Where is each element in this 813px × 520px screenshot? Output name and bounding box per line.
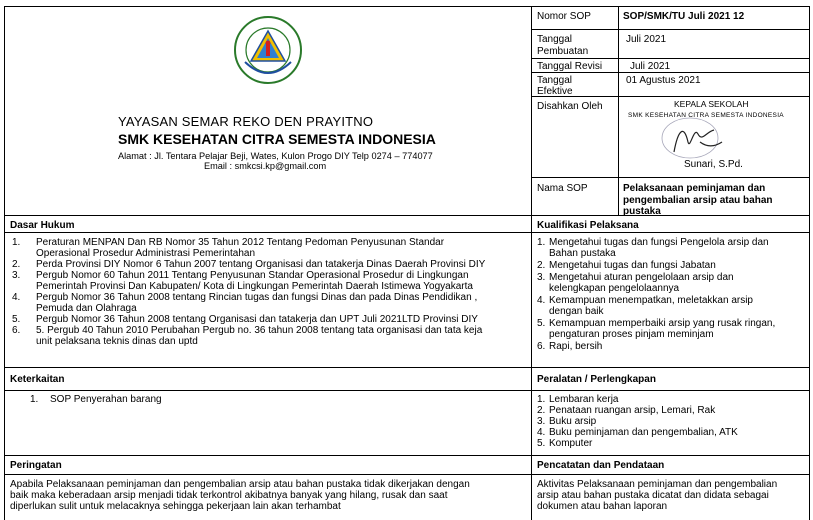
list-text: 5. Pergub 40 Tahun 2010 Perubahan Pergub no. 36 tahun 2008 tentang tata organisasi dan tata keja [36, 325, 483, 336]
list-item [537, 306, 775, 317]
list-text: Komputer [549, 438, 593, 449]
signature-stamp [650, 112, 740, 164]
pencatatan-title: Pencatatan dan Pendataan [537, 460, 665, 471]
tanggal-efektive-label: Tanggal [537, 75, 573, 86]
school-email: Email : smkcsi.kp@gmail.com [204, 161, 327, 171]
list-text: pengaturan proses pinjam meminjam [549, 329, 714, 340]
list-number: 6. [12, 325, 21, 336]
list-text: unit pelaksana teknis dinas dan uptd [36, 336, 198, 347]
dasar-hukum-list [12, 237, 485, 347]
list-text: Kemampuan menempatkan, meletakkan arsip [549, 295, 753, 306]
foundation-name: YAYASAN SEMAR REKO DEN PRAYITNO [118, 114, 374, 129]
peralatan-title: Peralatan / Perlengkapan [537, 374, 656, 385]
list-item [537, 272, 775, 283]
list-item [12, 259, 485, 270]
list-item [12, 325, 485, 336]
list-item [537, 416, 738, 427]
list-item [537, 405, 738, 416]
list-text: Buku arsip [549, 416, 597, 427]
kepala-sekolah-name: Sunari, S.Pd. [684, 159, 743, 170]
pencatatan-line: dokumen atau bahan laporan [537, 501, 668, 512]
list-number: 4. [12, 292, 21, 303]
disahkan-oleh-label: Disahkan Oleh [537, 101, 603, 112]
list-number: 5. [537, 438, 546, 449]
list-item [30, 394, 162, 405]
list-item [537, 341, 775, 352]
list-text: Lembaran kerja [549, 394, 619, 405]
list-text: Peraturan MENPAN Dan RB Nomor 35 Tahun 2012 Tentang Pedoman Penyusunan Standar [36, 237, 445, 248]
list-text: Pemuda dan Olahraga [36, 303, 137, 314]
list-item [12, 314, 485, 325]
list-text: SOP Penyerahan barang [50, 394, 162, 405]
tanggal-revisi-value: Juli 2021 [630, 61, 671, 72]
kepala-sekolah-title: KEPALA SEKOLAH [674, 99, 749, 109]
list-number: 5. [537, 318, 546, 329]
list-number: 4. [537, 427, 546, 438]
list-item [537, 237, 775, 248]
nomor-sop-value: SOP/SMK/TU Juli 2021 12 [623, 11, 745, 22]
nomor-sop-label: Nomor SOP [537, 11, 591, 22]
list-text: Penataan ruangan arsip, Lemari, Rak [549, 405, 716, 416]
pencatatan-text [537, 479, 805, 520]
list-text: Pergub Nomor 36 Tahun 2008 tentang Organisasi dan tatakerja dan UPT Juli 2021LTD Provinsi DIY [36, 314, 478, 325]
list-text: Pergub Nomor 36 Tahun 2008 tentang Rincian tugas dan fungsi Dinas dan pada Dinas Pendidikan , [36, 292, 478, 303]
list-number: 3. [537, 272, 546, 283]
keterkaitan-list [30, 394, 162, 405]
list-text: Mengetahui aturan pengelolaan arsip dan [549, 272, 734, 283]
list-number: 1. [537, 394, 546, 405]
list-number: 4. [537, 295, 546, 306]
kualifikasi-list [537, 237, 775, 352]
tanggal-pembuatan-label-2: Pembuatan [537, 46, 589, 57]
peringatan-line: Apabila Pelaksanaan peminjaman dan pengembalian arsip atau bahan pustaka tidak dikerjakan dengan [10, 479, 470, 490]
list-text: Operasional Prosedur Administrasi Pemerintahan [36, 248, 255, 259]
list-number: 3. [537, 416, 546, 427]
list-text: Perda Provinsi DIY Nomor 6 Tahun 2007 tentang Organisasi dan tatakerja Dinas Daerah Provinsi DIY [36, 259, 486, 270]
list-item [12, 336, 485, 347]
list-item [537, 329, 775, 340]
list-text: kelengkapan pengelolaannya [549, 283, 680, 294]
list-item [12, 303, 485, 314]
pencatatan-line: arsip atau bahan pustaka dicatat dan didata sebagai [537, 490, 769, 501]
list-number: 2. [537, 260, 546, 271]
tanggal-revisi-label: Tanggal Revisi [537, 61, 603, 72]
list-item [12, 270, 485, 281]
tanggal-efektive-value: 01 Agustus 2021 [626, 75, 701, 86]
pencatatan-line: Aktivitas Pelaksanaan peminjaman dan pengembalian [537, 479, 778, 490]
list-number: 1. [30, 394, 39, 405]
list-item [12, 292, 485, 303]
school-logo [233, 14, 303, 86]
nama-sop-value-line-3: pustaka [623, 206, 661, 217]
list-number: 1. [537, 237, 546, 248]
list-number: 5. [12, 314, 21, 325]
peralatan-list [537, 394, 738, 449]
school-address: Alamat : Jl. Tentara Pelajar Beji, Wates, Kulon Progo DIY Telp 0274 – 774077 [118, 151, 433, 161]
list-text: Pemerintah Provinsi Dan Kabupaten/ Kota di Lingkungan Pemerintah Daerah Istimewa Yogyakarta [36, 281, 473, 292]
list-text: Bahan pustaka [549, 248, 616, 259]
peringatan-text [10, 479, 528, 520]
list-text: Mengetahui tugas dan fungsi Pengelola arsip dan [549, 237, 769, 248]
list-number: 6. [537, 341, 546, 352]
list-number: 2. [537, 405, 546, 416]
list-text: Mengetahui tugas dan fungsi Jabatan [549, 260, 716, 271]
list-number: 2. [12, 259, 21, 270]
list-item [537, 283, 775, 294]
list-text: Kemampuan memperbaiki arsip yang rusak ringan, [549, 318, 776, 329]
list-item [537, 248, 775, 259]
school-name: SMK KESEHATAN CITRA SEMESTA INDONESIA [118, 131, 436, 147]
tanggal-pembuatan-label: Tanggal [537, 34, 573, 45]
list-text: Buku peminjaman dan pengembalian, ATK [549, 427, 738, 438]
list-item [537, 438, 738, 449]
kualifikasi-title: Kualifikasi Pelaksana [537, 220, 639, 231]
keterkaitan-title: Keterkaitan [10, 374, 65, 385]
list-item [12, 248, 485, 259]
list-item [537, 260, 775, 271]
nama-sop-label: Nama SOP [537, 183, 588, 194]
list-number: 1. [12, 237, 21, 248]
tanggal-pembuatan-value: Juli 2021 [626, 34, 667, 45]
list-text: Pergub Nomor 60 Tahun 2011 Tentang Penyusunan Standar Operasional Prosedur di Lingkungan [36, 270, 469, 281]
list-item [537, 427, 738, 438]
peringatan-line: diperlukan sulit untuk melacaknya sehingga pekerjaan lain akan terhambat [10, 501, 341, 512]
peringatan-title: Peringatan [10, 460, 62, 471]
disahkan-school: SMK KESEHATAN CITRA SEMESTA INDONESIA [628, 112, 784, 119]
nama-sop-value-line-2: pengembalian arsip atau bahan [623, 195, 773, 206]
list-item [12, 281, 485, 292]
list-text: Rapi, bersih [549, 341, 603, 352]
list-item [12, 237, 485, 248]
list-number: 3. [12, 270, 21, 281]
list-text: dengan baik [549, 306, 604, 317]
list-item [537, 318, 775, 329]
peringatan-line: baik maka keberadaan arsip menjadi tidak terkontrol akibatnya banyak yang hilang, rusak dan saat [10, 490, 448, 501]
nama-sop-value-line-1: Pelaksanaan peminjaman dan [623, 183, 766, 194]
list-item [537, 295, 775, 306]
dasar-hukum-title: Dasar Hukum [10, 220, 75, 231]
list-item [537, 394, 738, 405]
tanggal-efektive-label-2: Efektive [537, 86, 573, 97]
